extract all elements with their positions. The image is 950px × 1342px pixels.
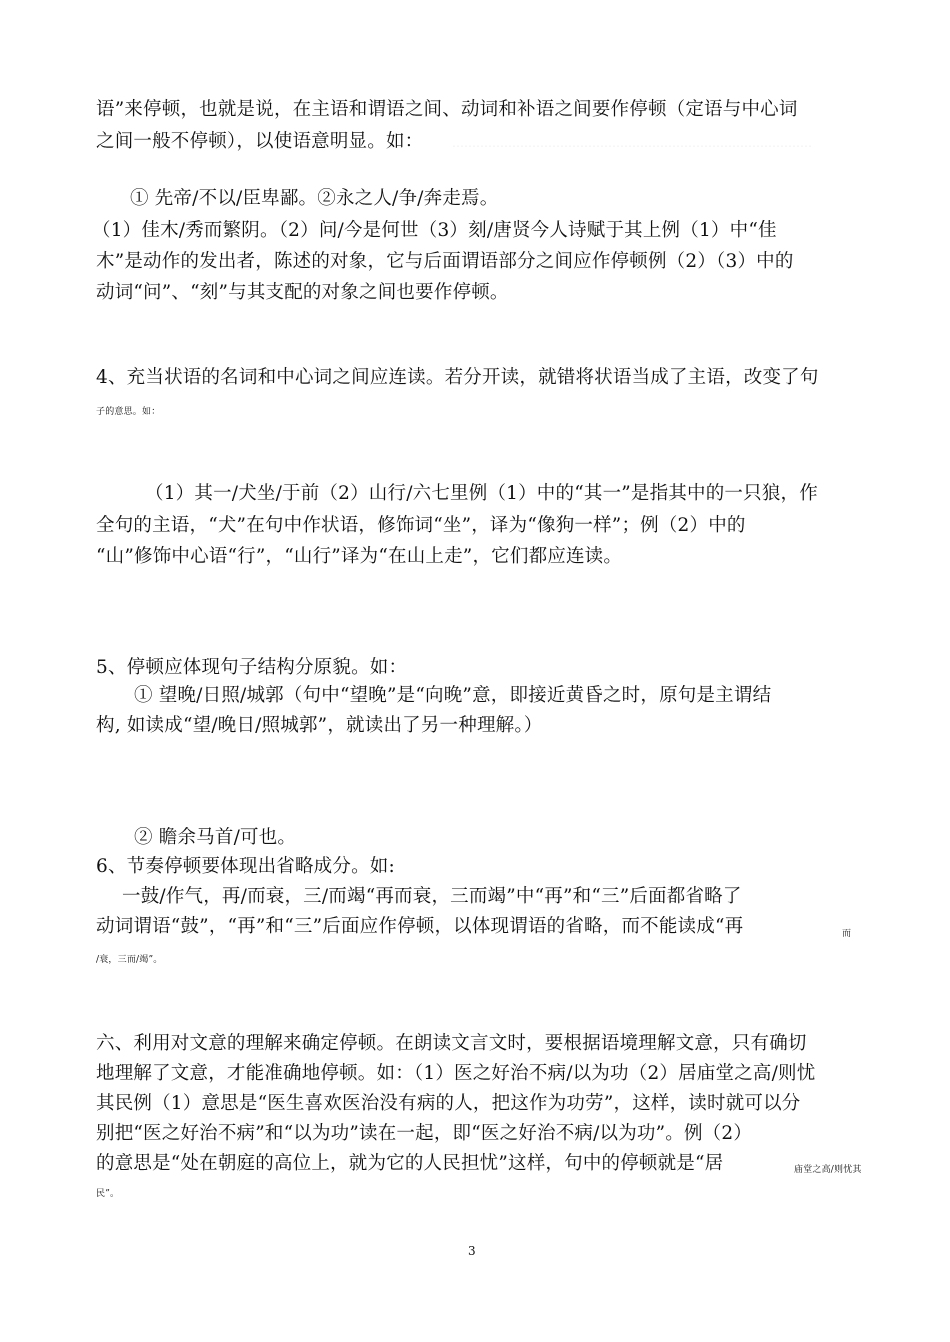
text-line: 六、利用对文意的理解来确定停顿。在朗读文言文时，要根据语境理解文意，只有确切	[96, 1033, 807, 1054]
text-line: 的意思是“处在朝庭的高位上，就为它的人民担忧”这样，句中的停顿就是“居	[96, 1153, 724, 1174]
text-line: 木”是动作的发出者，陈述的对象，它与后面谓语部分之间应作停顿例（2）（3）中的	[96, 251, 794, 272]
text-line: 5、停顿应体现句子结构分原貌。如：	[96, 657, 408, 678]
text-line: 动词谓语“鼓”，“再”和“三”后面应作停顿，以体现谓语的省略，而不能读成“再	[96, 916, 744, 937]
text-line: 动词“问”、“刻”与其支配的对象之间也要作停顿。	[96, 282, 509, 303]
text-line: ① 望晚/日照/城郭（句中“望晚”是“向晚”意，即接近黄昏之时，原句是主谓结	[134, 685, 772, 706]
text-line: “山”修饰中心语“行”，“山行”译为“在山上走”，它们都应连读。	[96, 546, 623, 567]
text-line: 地理解了文意，才能准确地停顿。如：（1）医之好治不病/以为功（2）居庙堂之高/则忧	[96, 1063, 816, 1084]
text-line: 语”来停顿，也就是说，在主语和谓语之间、动词和补语之间要作停顿（定语与中心词	[96, 99, 798, 120]
text-line: 全句的主语，“犬”在句中作状语，修饰词“坐”，译为“像狗一样”；例（2）中的	[96, 515, 746, 536]
text-line: 子的意思。如：	[96, 407, 161, 417]
text-line: 构, 如读成“望/晚日/照城郭”，就读出了另一种理解。）	[96, 715, 543, 736]
faint-text: ………………………………………………………………………………	[452, 136, 812, 150]
text-line: 民”。	[96, 1189, 120, 1199]
text-line: 庙堂之高/则忧其	[794, 1165, 862, 1175]
text-line: 一鼓/作气，再/而衰，三/而竭“再而衰，三而竭”中“再”和“三”后面都省略了	[122, 886, 742, 907]
text-line: 其民例（1）意思是“医生喜欢医治没有病的人，把这作为功劳”，这样，读时就可以分	[96, 1093, 801, 1114]
text-line: 之间一般不停顿），以使语意明显。如：	[96, 131, 424, 152]
text-line: （1）其一/犬坐/于前（2）山行/六七里例（1）中的“其一”是指其中的一只狼，作	[145, 483, 818, 504]
text-line: 而	[842, 929, 852, 939]
text-line: 6、节奏停顿要体现出省略成分。如:	[96, 856, 395, 877]
text-line: ① 先帝/不以/臣卑鄙。②永之人/争/奔走焉。	[130, 188, 499, 209]
text-line: 别把“医之好治不病”和“以为功”读在一起，即“医之好治不病/以为功”。例（2）	[96, 1123, 753, 1144]
page-number: 3	[468, 1244, 476, 1258]
text-line: 4、充当状语的名词和中心词之间应连读。若分开读，就错将状语当成了主语，改变了句	[96, 367, 819, 388]
text-line: （1）佳木/秀而繁阴。（2）问/今是何世（3）刻/唐贤今人诗赋于其上例（1）中“佳	[92, 220, 777, 241]
text-line: /衰，三而/竭”。	[96, 955, 163, 965]
text-line: ② 瞻余马首/可也。	[134, 827, 297, 848]
